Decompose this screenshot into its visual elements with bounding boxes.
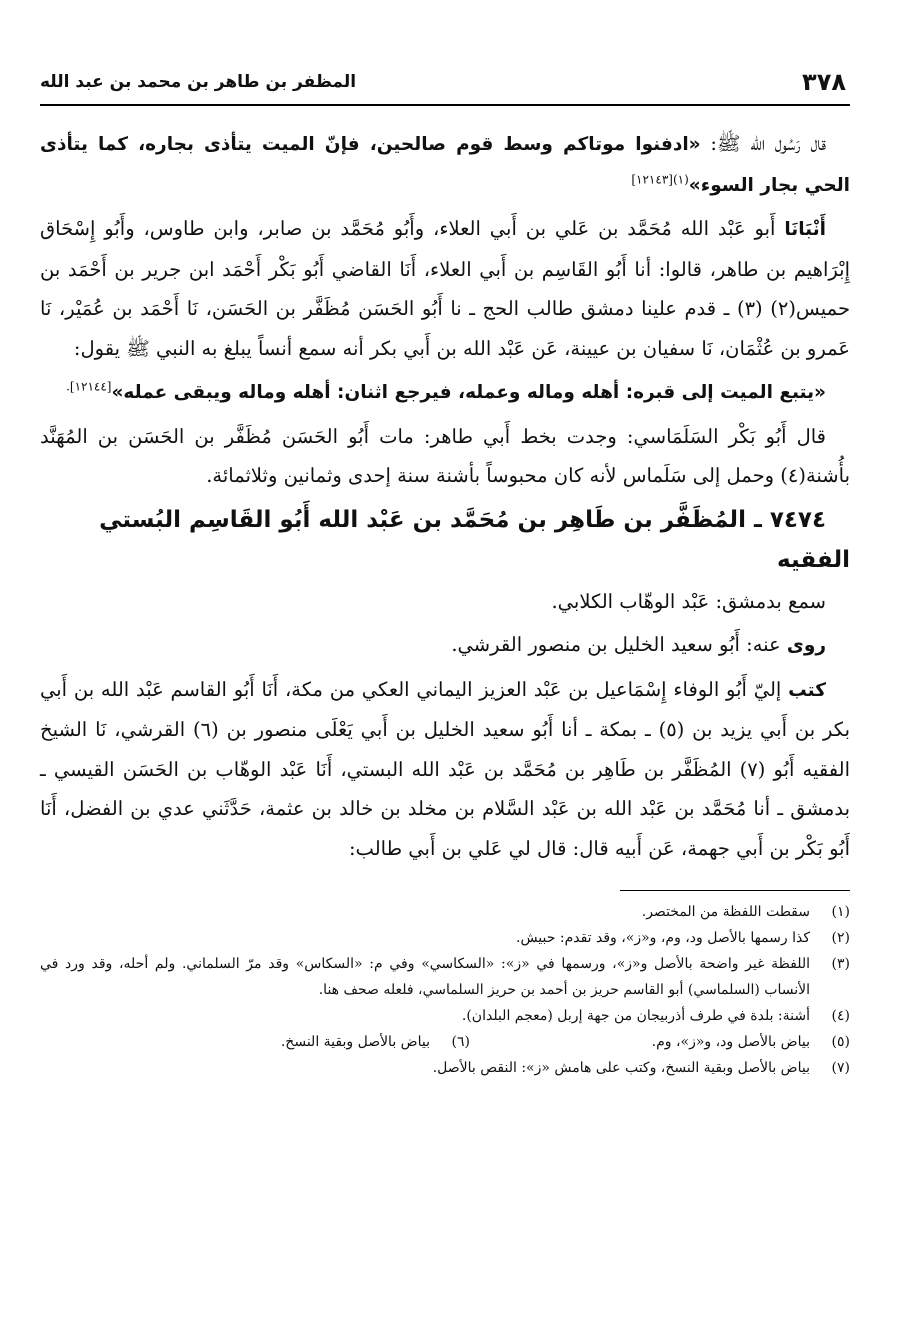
footnote-text: كذا رسمها بالأصل ود، وم، و«ز»، وقد تقدم: حبيش.: [516, 930, 810, 946]
narrated-label: روى: [786, 635, 826, 656]
footnote: [470, 1029, 850, 1055]
footnote-text: بياض بالأصل وبقية النسخ.: [280, 1034, 430, 1050]
footnote: [40, 899, 850, 925]
footnote: [40, 1003, 850, 1029]
kutiba-label: كتب: [788, 679, 826, 701]
kutiba-text: إليّ أَبُو الوفاء إِسْمَاعيل بن عَبْد العزيز اليماني العكي من مكة، أَنَا أَبُو القاسم عَبْد الله بن أَبي بكر بن أَبي يزيد بن (٥) ـ بمكة ـ أنا أَبُو سعيد الخليل بن أَبي يَعْلَى منصور بن (٦) القرشي، نَا الشيخ الفقيه أَبُو (٧) المُظَفَّر بن طَاهِر بن مُحَمَّد بن عَبْد الله البستي، أَنَا عَبْد الوهّاب بن الحَسَن القيسي ـ بدمشق ـ أنا مُحَمَّد بن عَبْد الله بن عَبْد السَّلام بن مخلد بن خالد بن عثمة، حَدَّثَني عدي بن الفضل، أَنَا أَبُو بَكْر بن أَبي جهمة، عَن أَبيه قال: قال لي عَلي بن أَبي طالب:: [40, 677, 851, 860]
main-text: [40, 124, 850, 868]
footnote-pair: [40, 1029, 850, 1055]
hadith-intro: قال رَسُول الله ﷺ:: [700, 132, 826, 155]
kutiba-paragraph: [40, 670, 850, 869]
page-number: ٣٧٨: [802, 68, 846, 96]
book-page: [40, 60, 850, 1081]
death-note-paragraph: [40, 417, 850, 496]
footnote-number: (١): [831, 904, 850, 920]
hadith-paragraph-2: [40, 372, 850, 413]
narrated-line: [40, 625, 850, 666]
hadith-text: «ادفنوا موتاكم وسط قوم صالحين، فإنّ الميت يتأذى بجاره، كما يتأذى الحي بجار السوء»: [40, 134, 850, 196]
footnote-number: (٤): [831, 1008, 850, 1024]
footnote: [40, 1055, 850, 1081]
hadith-text-2: «يتبع الميت إلى قبره: أهله وماله وعمله، فيرجع اثنان: أهله وماله ويبقى عمله»: [111, 382, 826, 403]
hadith-paragraph-1: [40, 124, 850, 205]
running-title: المظفر بن طاهر بن محمد بن عبد الله: [40, 72, 357, 92]
isnad-lead-word: أَنْبَانَا: [784, 219, 826, 240]
footnote-number: (٦): [451, 1034, 470, 1050]
footnote: [40, 951, 850, 1003]
footnote-text: اللفظة غير واضحة بالأصل و«ز»، ورسمها في «ز»: «السكاسي» وفي م: «السكاس» وقد مرّ السلماني. ولم أحله، وقد ورد في الأنساب (السلماسي) أبو القاسم حريز بن أحمد بن حريز السلماسي، فلعله صحف هنا.: [40, 956, 810, 998]
footnote-divider: [620, 890, 850, 891]
footnote-number: (٥): [831, 1034, 850, 1050]
footnote-text: بياض بالأصل ود، و«ز»، وم.: [651, 1034, 810, 1050]
isnad-text: أَبو عَبْد الله مُحَمَّد بن عَلي بن أَبي العلاء، وأَبُو مُحَمَّد بن صابر، وابن طاوس، وأَبُو إِسْحَاق إِبْرَاهيم بن طاهر، قالوا: أنا أَبُو القَاسِم بن أَبي العلاء، أَنَا القاضي أَبُو بَكْر أَحْمَد ابن جرير بن أَحْمَد بن حميس(٢) (٣) ـ قدم علينا دمشق طالب الحج ـ نا أَبُو الحَسَن مُظَفَّر بن الحَسَن، نَا أَحْمَد بن عُمَيْر، نَا عَمرو بن عُثْمَان، نَا سفيان بن عيينة، عَن عَبْد الله بن أَبي بكر أنه سمع أنساً يبلغ به النبي ﷺ يقول:: [40, 217, 850, 360]
footnote-text: سقطت اللفظة من المختصر.: [641, 904, 810, 920]
hadith-reference-2: [١٢١٤٤].: [66, 379, 112, 394]
heard-text: سمع بدمشق: عَبْد الوهّاب الكلابي.: [551, 589, 826, 613]
footnote-number: (٣): [831, 956, 850, 972]
death-note-text: قال أَبُو بَكْر السَلَمَاسي: وجدت بخط أَبي طاهر: مات أَبُو الحَسَن مُظَفَّر بن الحَسَن بن المُهَنَّد بأُشنة(٤) وحمل إلى سَلَماس لأنه كان محبوساً بأشنة سنة إحدى وثمانين وثلاثمائة.: [40, 424, 850, 487]
footnote: [90, 1029, 470, 1055]
footnote-number: (٧): [831, 1060, 850, 1076]
hadith-reference: (١)[١٢١٤٣]: [631, 172, 689, 186]
footnote-number: (٢): [831, 930, 850, 946]
page-header: [40, 60, 850, 106]
heard-line: [40, 582, 850, 622]
footnote-text: بياض بالأصل وبقية النسخ، وكتب على هامش «ز»: النقص بالأصل.: [432, 1060, 810, 1076]
footnote: [40, 925, 850, 951]
narrated-text: عنه: أَبُو سعيد الخليل بن منصور القرشي.: [451, 633, 787, 656]
footnote-text: أشنة: بلدة في طرف أذربيجان من جهة إربل (معجم البلدان).: [461, 1008, 810, 1024]
isnad-paragraph: [40, 209, 850, 368]
entry-heading: ٧٤٧٤ ـ المُظَفَّر بن طَاهِر بن مُحَمَّد بن عَبْد الله أَبُو القَاسِم البُستي الفقيه: [99, 506, 850, 573]
footnotes: [40, 899, 850, 1081]
